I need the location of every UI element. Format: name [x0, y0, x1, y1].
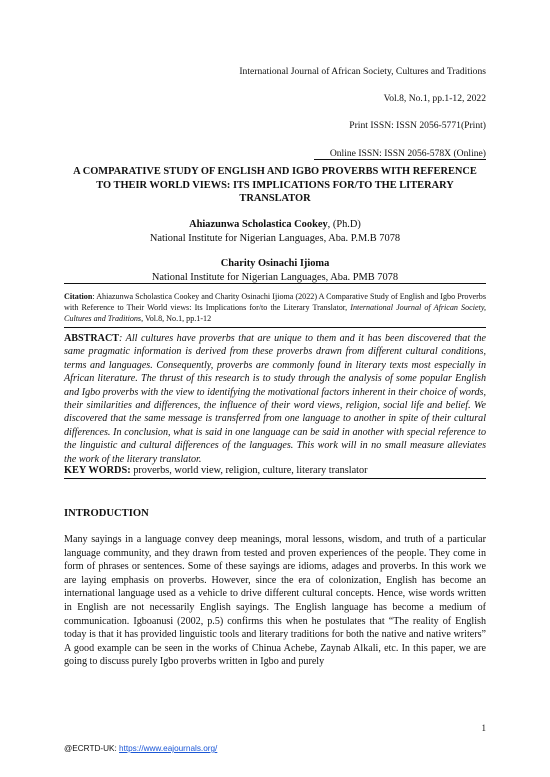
author-2-affiliation: National Institute for Nigerian Languages, Aba. PMB 7078: [151, 272, 399, 283]
abstract-text: : All cultures have proverbs that are unique to them and it has been discovered that the same pragmatic information is derived from these proverbs drawn from different cultural conditions, terms and languages. Consequently, proverbs are commonly found in literary texts most especially in African literature. The thrust of this research is to study through the analysis of some popular English and Igbo proverbs with the view to identifying the motivational factors inherent in their choice of words, their similarities and differences, the influence of their word views, religion, social life and belief. We discovered that the same message is transferred from one language to another in spite of their cultural differences. In conclusion, what is said in one language can be said in another with special reference to the linguistic and cultural differences of the languages. This work will in no small measure alleviates the work of the literary translator.: [64, 333, 486, 465]
abstract-label: ABSTRACT: [64, 333, 119, 344]
citation-divider: [64, 327, 486, 328]
author-1-degree: , (Ph.D): [327, 219, 361, 230]
online-issn-underline: [314, 159, 486, 160]
citation-block: [64, 291, 486, 324]
abstract: [64, 332, 486, 466]
page-number: 1: [481, 723, 486, 733]
citation-text: : Ahiazunwa Scholastica Cookey and Charity Osinachi Ijioma (2022) A Comparative Study of English and Igbo Proverbs with Reference to Their World views: Its Implications for/to the Literary Translator,: [64, 292, 486, 312]
author-1-name: Ahiazunwa Scholastica Cookey: [189, 219, 328, 230]
print-issn: Print ISSN: ISSN 2056-5771(Print): [349, 120, 486, 131]
volume-info: Vol.8, No.1, pp.1-12, 2022: [383, 93, 486, 104]
introduction-heading: INTRODUCTION: [64, 508, 149, 519]
journal-name: International Journal of African Society, Cultures and Traditions: [239, 66, 486, 77]
keywords-label: KEY WORDS:: [64, 465, 131, 476]
citation-tail: , Vol.8, No.1, pp.1-12: [141, 314, 212, 323]
author-1-affiliation: National Institute for Nigerian Languages, Aba. P.M.B 7078: [149, 233, 401, 244]
keywords: [64, 464, 486, 477]
author-1: [64, 218, 486, 231]
footer-link[interactable]: https://www.eajournals.org/: [119, 744, 218, 753]
footer: [64, 744, 217, 753]
footer-prefix: @ECRTD-UK:: [64, 744, 120, 753]
keywords-divider: [64, 478, 486, 479]
keywords-text: proverbs, world view, religion, culture, literary translator: [130, 465, 368, 476]
paper-title: A COMPARATIVE STUDY OF ENGLISH AND IGBO PROVERBS WITH REFERENCE TO THEIR WORLD VIEWS: ITS IMPLICATIONS FOR/TO THE LITERARY TRANSLATOR: [73, 166, 477, 205]
author-2-name: Charity Osinachi Ijioma: [220, 258, 330, 269]
introduction-paragraph: Many sayings in a language convey deep meanings, moral lessons, wisdom, and truth of a particular language community, and they drawn from tested and proven experiences of the people. They come in form of phrases or sentences. Some of these sayings are idioms, adages and proverbs. In this work we are laying emphasis on proverbs. However, since the era of colonization, English has become an international language used as a vehicle to drive different cultural concepts. Hence, wise words written in English are not necessarily English sayings. The English language has become a medium of communication. Igboanusi (2002, p.5) confirms this when he postulates that “The reality of English today is that it has provided linguistic tools and literary traditions for both the native and native writers” A good example can be seen in the works of Chinua Achebe, Zaynab Alkali, etc. In this paper, we are going to discuss purely Igbo proverbs written in Igbo and purely: [64, 534, 486, 668]
citation-journal: International Journal of African Society, Cultures and Traditions: [64, 303, 486, 323]
affiliation-divider: [64, 283, 486, 284]
citation-label: Citation: [64, 292, 93, 301]
online-issn: Online ISSN: ISSN 2056-578X (Online): [329, 148, 486, 159]
